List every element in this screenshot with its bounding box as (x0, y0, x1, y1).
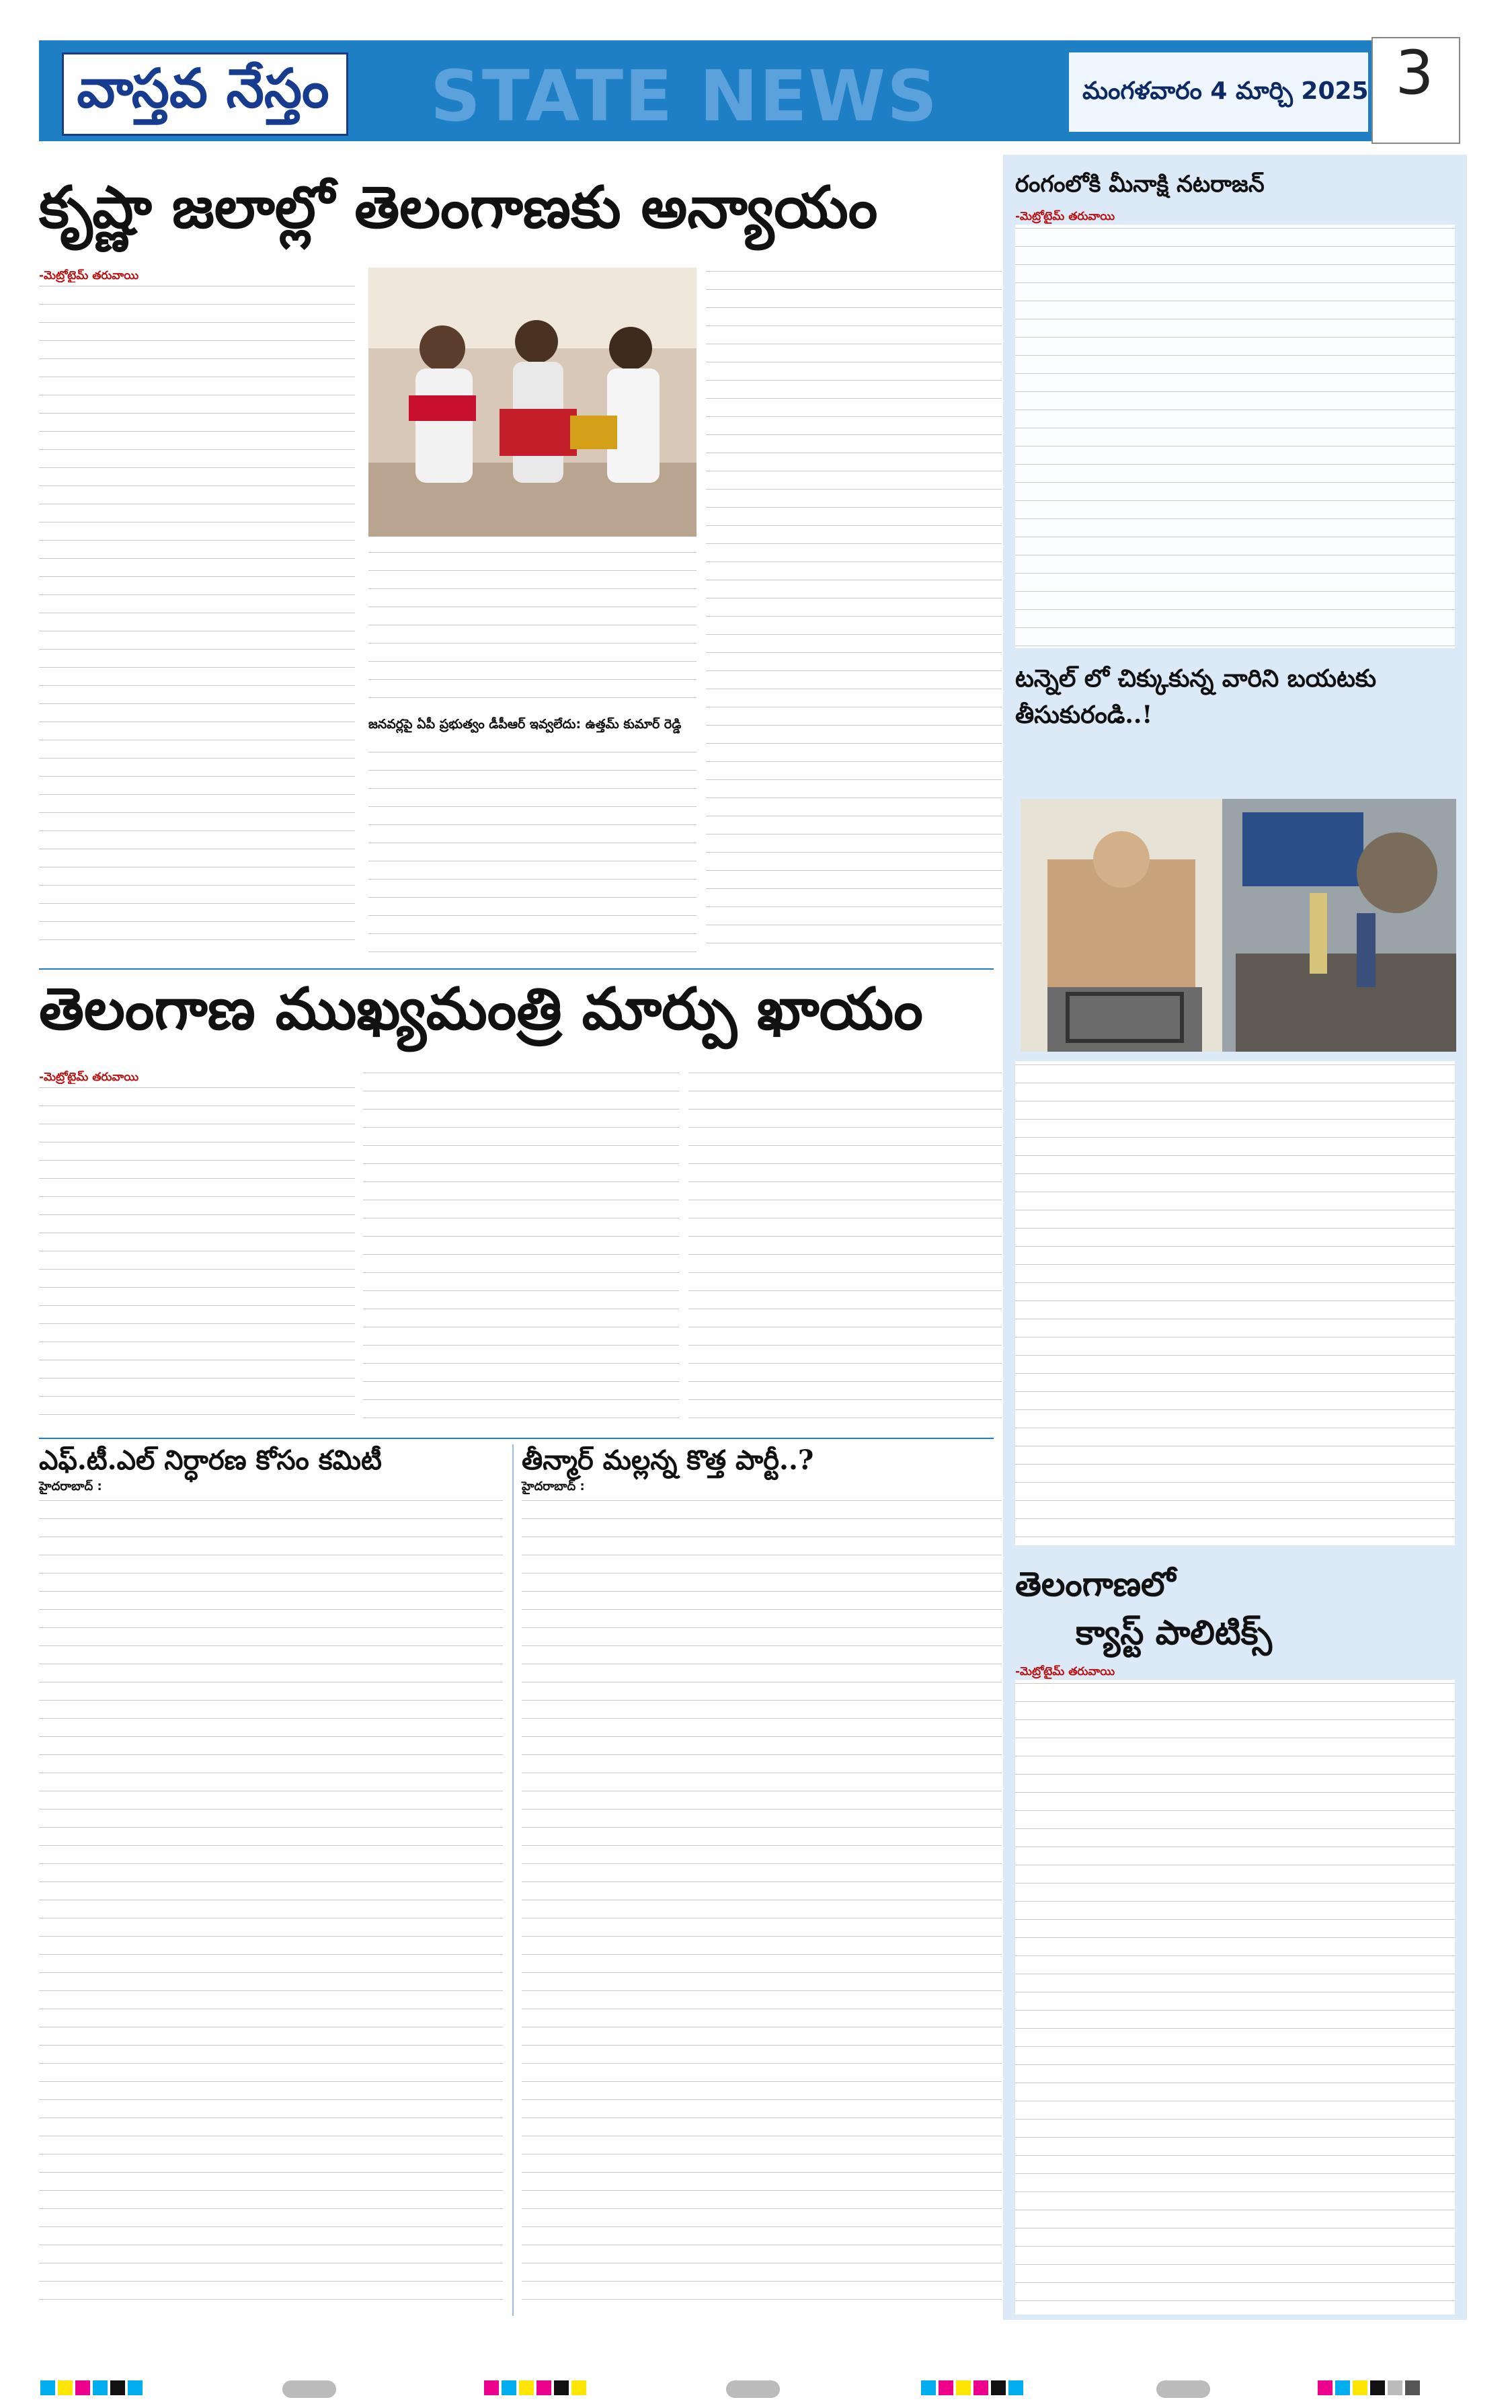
headline-caste-line2: క్యాస్ట్ పాలిటిక్స్ (1076, 1613, 1272, 1652)
print-color-bar-right (921, 2379, 1082, 2402)
section-divider (39, 968, 994, 970)
photo-krishna-image (368, 268, 697, 537)
print-color-bar-left (40, 2379, 202, 2402)
newspaper-logo: వాస్తవ నేస్తం (77, 56, 329, 120)
photo-tunnel (1021, 799, 1456, 1052)
article-body-tunnel (1015, 1061, 1455, 1545)
section-title: STATE NEWS (430, 55, 939, 137)
page-number: 3 (1395, 38, 1434, 108)
headline-ftl-committee: ఎఫ్.టీ.ఎల్ నిర్ధారణ కోసం కమిటీ (39, 1444, 382, 1476)
headline-meenakshi: రంగంలోకి మీనాక్షి నటరాజన్ (1015, 171, 1265, 198)
issue-date: మంగళవారం 4 మార్చి 2025 (1082, 77, 1369, 105)
article-body-krishna-col1 (39, 282, 355, 955)
section-divider-2 (39, 1438, 994, 1439)
dateline-mallanna: హైదరాబాద్ : (522, 1479, 585, 1493)
color-swatch-icon (921, 2379, 1082, 2399)
byline-meenakshi: -మెట్రోటైమ్ తరువాయి (1015, 210, 1115, 223)
article-body-krishna-col3 (706, 268, 1002, 954)
registration-mark (282, 2380, 336, 2398)
photo-krishna (368, 268, 697, 537)
print-color-bar-center (484, 2379, 645, 2402)
subhead-krishna: జనవర్లపై ఏపీ ప్రభుత్వం డీపీఆర్ ఇవ్వలేదు: ఉత్తమ్ కుమార్ రెడ్డి (368, 714, 697, 734)
registration-mark (1156, 2380, 1210, 2398)
article-body-krishna-col2 (368, 549, 697, 952)
color-swatch-icon (484, 2379, 645, 2399)
byline-cm-change: -మెట్రోటైమ్ తరువాయి (39, 1071, 139, 1084)
registration-mark (726, 2380, 780, 2398)
headline-tunnel-line1: టన్నెల్ లో చిక్కుకున్న వారిని బయటకు (1015, 664, 1377, 693)
article-body-mallanna (522, 1497, 1002, 2316)
photo-tunnel-image (1021, 799, 1456, 1052)
article-body-cm-col2 (363, 1069, 679, 1427)
headline-cm-change: తెలంగాణ ముఖ్యమంత్రి మార్పు ఖాయం (39, 975, 923, 1043)
article-body-cm-col3 (688, 1069, 1002, 1427)
print-color-bar-far-right (1318, 2379, 1479, 2402)
headline-tunnel-line2: తీసుకురండి..! (1015, 701, 1153, 729)
article-body-cm-col1 (39, 1084, 355, 1427)
article-body-ftl (39, 1497, 503, 2316)
byline-caste: -మెట్రోటైమ్ తరువాయి (1015, 1665, 1115, 1678)
article-body-caste (1015, 1680, 1455, 2315)
color-swatch-icon (1318, 2379, 1479, 2399)
headline-mallanna-party: తీన్మార్ మల్లన్న కొత్త పార్టీ..? (522, 1444, 814, 1476)
byline-krishna: -మెట్రోటైమ్ తరువాయి (39, 269, 139, 282)
headline-krishna: కృష్ణా జలాల్లో తెలంగాణకు అన్యాయం (39, 173, 878, 241)
headline-caste-line1: తెలంగాణలో (1015, 1564, 1176, 1604)
article-body-meenakshi (1015, 225, 1455, 648)
column-divider (512, 1444, 514, 2316)
color-swatch-icon (40, 2379, 202, 2399)
dateline-ftl: హైదరాబాద్ : (39, 1479, 102, 1493)
